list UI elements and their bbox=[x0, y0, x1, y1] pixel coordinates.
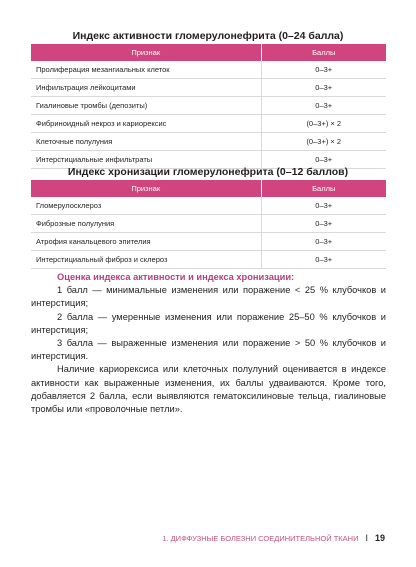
assessment-paragraph: Наличие кариорексиса или клеточных полулуний оценивается в индексе активности как выраженные изменения, их баллы удваиваются. Кроме того, добавляется 2 балла, если выявляются гематоксилиновые тельца, гиалиновые тромбы или «проволочные петли». bbox=[31, 364, 386, 415]
score-cell: (0–3+) × 2 bbox=[261, 115, 386, 133]
assessment-section bbox=[31, 271, 386, 416]
assessment-paragraph: 1 балл — минимальные изменения или поражение < 25 % клубочков и интерстиция; bbox=[31, 285, 386, 309]
page-footer bbox=[162, 533, 385, 543]
score-cell: 0–3+ bbox=[261, 233, 386, 251]
table-row bbox=[31, 115, 386, 133]
score-cell: 0–3+ bbox=[261, 97, 386, 115]
score-cell: 0–3+ bbox=[261, 79, 386, 97]
sign-cell: Гломерулосклероз bbox=[31, 197, 261, 215]
table-row bbox=[31, 251, 386, 269]
chapter-title: 1. ДИФФУЗНЫЕ БОЛЕЗНИ СОЕДИНИТЕЛЬНОЙ ТКАНИ bbox=[162, 533, 359, 543]
table-row bbox=[31, 233, 386, 251]
score-cell: (0–3+) × 2 bbox=[261, 133, 386, 151]
sign-cell: Инфильтрация лейкоцитами bbox=[31, 79, 261, 97]
column-header: Признак bbox=[31, 180, 261, 197]
activity-table bbox=[31, 44, 386, 169]
column-header: Баллы bbox=[261, 180, 386, 197]
chronicity-table-title: Индекс хронизации гломерулонефрита (0–12 баллов) bbox=[67, 166, 349, 178]
table-row bbox=[31, 197, 386, 215]
score-cell: 0–3+ bbox=[261, 251, 386, 269]
chronicity-table bbox=[31, 180, 386, 269]
table-row bbox=[31, 215, 386, 233]
table-header-row bbox=[31, 44, 386, 61]
sign-cell: Фиброзные полулуния bbox=[31, 215, 261, 233]
column-header: Баллы bbox=[261, 44, 386, 61]
activity-table-title: Индекс активности гломерулонефрита (0–24 балла) bbox=[72, 30, 344, 42]
table-row bbox=[31, 97, 386, 115]
footer-separator: I bbox=[365, 533, 368, 543]
sign-cell: Интерстициальные инфильтраты bbox=[31, 151, 261, 169]
score-cell: 0–3+ bbox=[261, 61, 386, 79]
sign-cell: Гиалиновые тромбы (депозиты) bbox=[31, 97, 261, 115]
column-header: Признак bbox=[31, 44, 261, 61]
table-row bbox=[31, 61, 386, 79]
score-cell: 0–3+ bbox=[261, 197, 386, 215]
table-row bbox=[31, 79, 386, 97]
table-row bbox=[31, 133, 386, 151]
assessment-heading: Оценка индекса активности и индекса хронизации: bbox=[57, 272, 295, 282]
score-cell: 0–3+ bbox=[261, 151, 386, 169]
sign-cell: Фибриноидный некроз и кариорексис bbox=[31, 115, 261, 133]
assessment-paragraph: 2 балла — умеренные изменения или поражение 25–50 % клубочков и интерстиция; bbox=[31, 311, 386, 335]
page-number: 19 bbox=[374, 533, 385, 543]
sign-cell: Интерстициальный фиброз и склероз bbox=[31, 251, 261, 269]
assessment-paragraph: 3 балла — выраженные изменения или поражение > 50 % клубочков и интерстиция. bbox=[31, 338, 386, 362]
sign-cell: Пролиферация мезангиальных клеток bbox=[31, 61, 261, 79]
score-cell: 0–3+ bbox=[261, 215, 386, 233]
sign-cell: Клеточные полулуния bbox=[31, 133, 261, 151]
table-header-row bbox=[31, 180, 386, 197]
sign-cell: Атрофия канальцевого эпителия bbox=[31, 233, 261, 251]
